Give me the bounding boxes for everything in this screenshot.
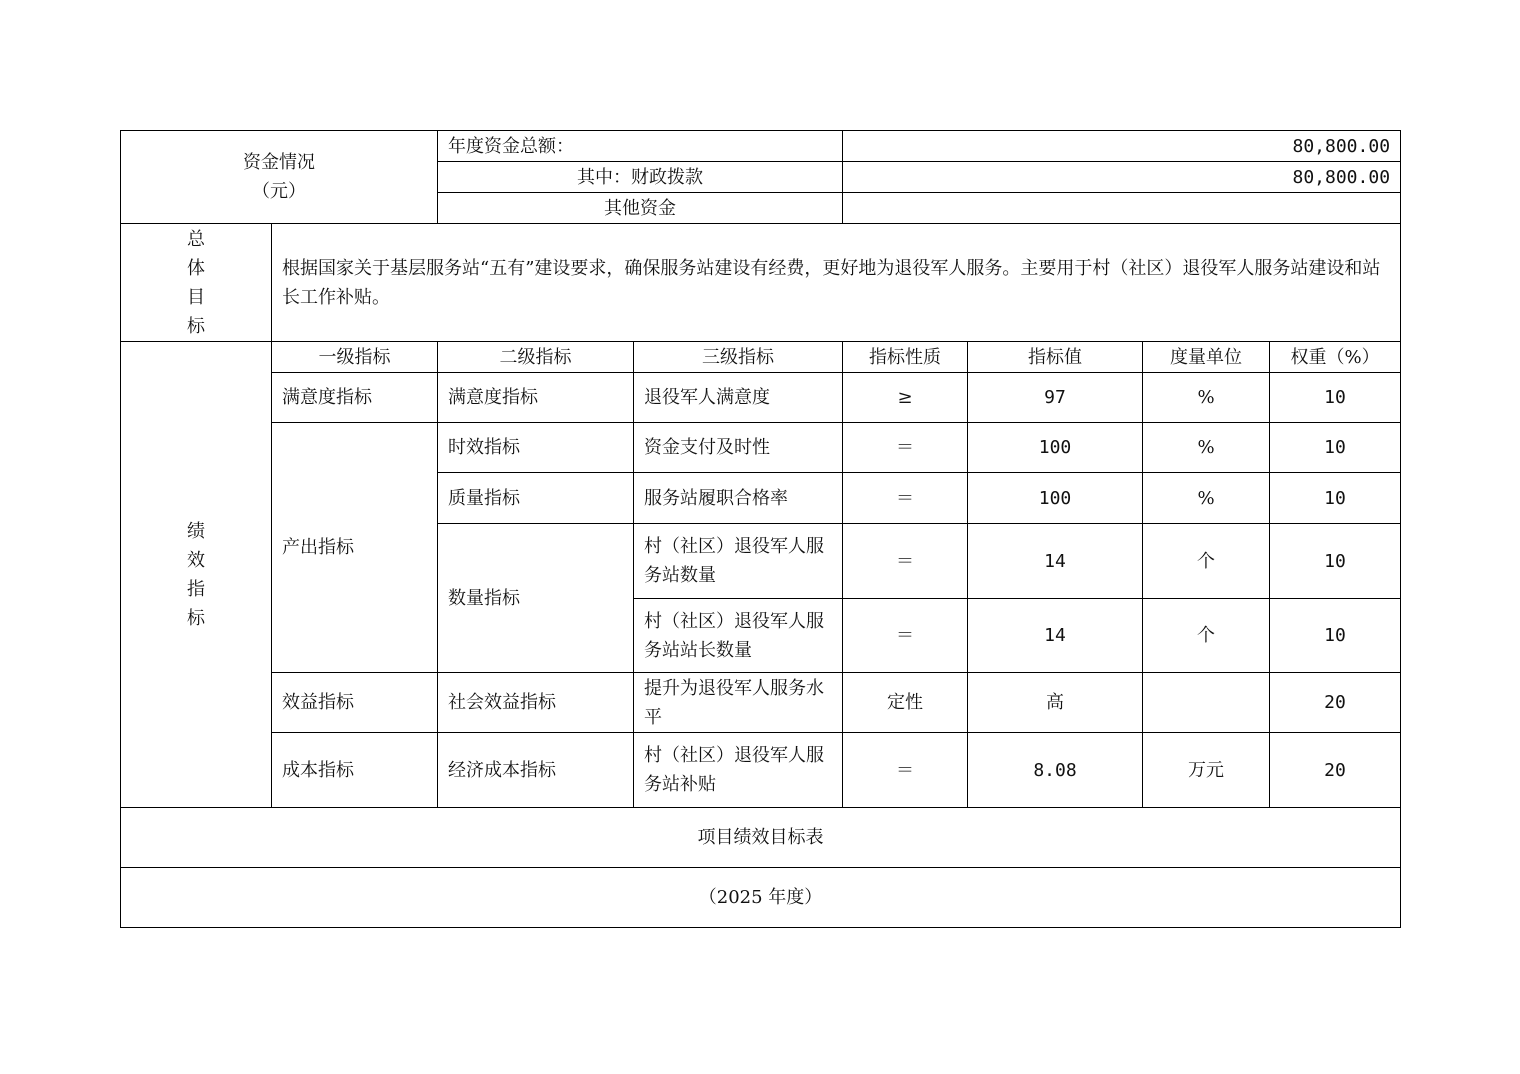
nature-cell: ＝: [843, 599, 968, 673]
level1-cell: 满意度指标: [272, 373, 438, 423]
level3-cell: 退役军人满意度: [634, 373, 843, 423]
header-level2: 二级指标: [438, 342, 634, 373]
performance-label: 绩 效 指 标: [121, 342, 272, 808]
annual-total-label: 年度资金总额：: [438, 131, 843, 162]
fiscal-value: 80,800.00: [843, 162, 1401, 193]
level3-cell: 村（社区）退役军人服务站站长数量: [634, 599, 843, 673]
level1-cell: 成本指标: [272, 733, 438, 808]
level2-cell: 数量指标: [438, 524, 634, 673]
other-funds-value: [843, 193, 1401, 224]
nature-cell: ＝: [843, 473, 968, 524]
level2-cell: 经济成本指标: [438, 733, 634, 808]
nature-cell: ≥: [843, 373, 968, 423]
unit-cell: %: [1143, 423, 1270, 473]
value-cell: 97: [968, 373, 1143, 423]
unit-cell: %: [1143, 373, 1270, 423]
level3-cell: 村（社区）退役军人服务站补贴: [634, 733, 843, 808]
value-cell: 14: [968, 599, 1143, 673]
level3-cell: 服务站履职合格率: [634, 473, 843, 524]
unit-cell: %: [1143, 473, 1270, 524]
table-row: [121, 673, 1401, 733]
weight-cell: 20: [1270, 733, 1401, 808]
weight-cell: 10: [1270, 373, 1401, 423]
level3-cell: 提升为退役军人服务水平: [634, 673, 843, 733]
nature-cell: 定性: [843, 673, 968, 733]
level2-cell: 质量指标: [438, 473, 634, 524]
header-level1: 一级指标: [272, 342, 438, 373]
header-weight: 权重（%）: [1270, 342, 1401, 373]
value-cell: 100: [968, 423, 1143, 473]
nature-cell: ＝: [843, 423, 968, 473]
weight-cell: 10: [1270, 599, 1401, 673]
table-row: [121, 373, 1401, 423]
weight-cell: 10: [1270, 524, 1401, 599]
unit-cell: 个: [1143, 524, 1270, 599]
funds-label: 资金情况 （元）: [121, 131, 438, 224]
level3-cell: 资金支付及时性: [634, 423, 843, 473]
weight-cell: 10: [1270, 473, 1401, 524]
overall-goal-label: 总 体 目 标: [121, 224, 272, 342]
table-year: （2025 年度）: [121, 868, 1401, 928]
value-cell: 100: [968, 473, 1143, 524]
performance-target-table: [120, 130, 1401, 928]
level3-cell: 村（社区）退役军人服务站数量: [634, 524, 843, 599]
weight-cell: 20: [1270, 673, 1401, 733]
level2-cell: 满意度指标: [438, 373, 634, 423]
level2-cell: 时效指标: [438, 423, 634, 473]
header-unit: 度量单位: [1143, 342, 1270, 373]
nature-cell: ＝: [843, 524, 968, 599]
value-cell: 高: [968, 673, 1143, 733]
value-cell: 14: [968, 524, 1143, 599]
level1-cell: 产出指标: [272, 423, 438, 673]
value-cell: 8.08: [968, 733, 1143, 808]
fiscal-label: 其中：财政拨款: [438, 162, 843, 193]
table-title: 项目绩效目标表: [121, 808, 1401, 868]
unit-cell: [1143, 673, 1270, 733]
weight-cell: 10: [1270, 423, 1401, 473]
other-funds-label: 其他资金: [438, 193, 843, 224]
header-value: 指标值: [968, 342, 1143, 373]
level1-cell: 效益指标: [272, 673, 438, 733]
unit-cell: 个: [1143, 599, 1270, 673]
level2-cell: 社会效益指标: [438, 673, 634, 733]
table-row: [121, 423, 1401, 473]
nature-cell: ＝: [843, 733, 968, 808]
unit-cell: 万元: [1143, 733, 1270, 808]
header-level3: 三级指标: [634, 342, 843, 373]
header-nature: 指标性质: [843, 342, 968, 373]
overall-goal-text: 根据国家关于基层服务站“五有”建设要求，确保服务站建设有经费，更好地为退役军人服务。主要用于村（社区）退役军人服务站建设和站长工作补贴。: [272, 224, 1401, 342]
table-row: [121, 733, 1401, 808]
annual-total-value: 80,800.00: [843, 131, 1401, 162]
